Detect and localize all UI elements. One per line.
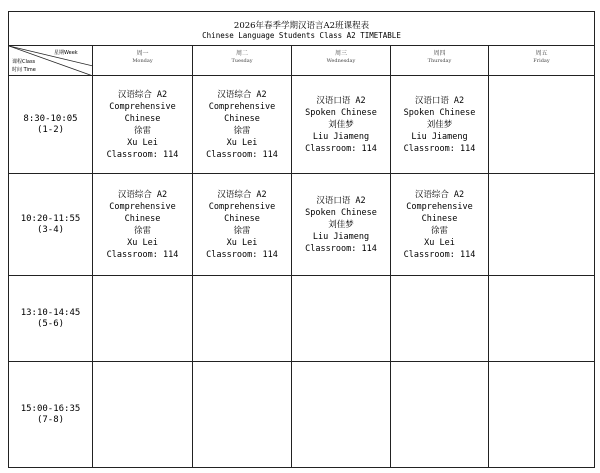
course-cell-friday — [489, 76, 594, 174]
day-name-english: Friday — [533, 58, 550, 64]
course-cell-wednesday — [292, 362, 391, 468]
day-header-tuesday — [193, 46, 292, 76]
period-time: 8:30-10:05 — [23, 113, 78, 124]
course-cell-thursday — [391, 76, 489, 174]
period-slot: (1-2) — [36, 124, 65, 135]
course-cell-tuesday — [193, 362, 292, 468]
course-line: Spoken Chinese — [403, 107, 476, 118]
course-line: 徐雷 — [233, 125, 251, 136]
period-time-cell — [9, 76, 93, 174]
course-line: 汉语综合 A2 — [117, 189, 168, 200]
course-line: Xu Lei — [424, 237, 455, 248]
period-time-cell — [9, 174, 93, 276]
period-time-cell — [9, 276, 93, 362]
course-cell-friday — [489, 174, 594, 276]
period-time: 13:10-14:45 — [20, 307, 81, 318]
course-line: 汉语综合 A2 — [414, 189, 465, 200]
course-line: 刘佳梦 — [328, 119, 354, 130]
course-line: Classroom: 114 — [403, 249, 476, 260]
course-line: Comprehensive — [208, 201, 276, 212]
course-line: Comprehensive — [208, 101, 276, 112]
course-line: 汉语口语 A2 — [414, 95, 465, 106]
course-cell-thursday — [391, 174, 489, 276]
course-line: 汉语综合 A2 — [117, 89, 168, 100]
course-line: Liu Jiameng — [312, 231, 370, 242]
course-line: Chinese — [124, 213, 161, 224]
course-line: Classroom: 114 — [305, 243, 377, 254]
period-time-cell — [9, 362, 93, 468]
period-time: 10:20-11:55 — [20, 213, 81, 224]
day-name-chinese: 周一 — [136, 50, 149, 57]
course-cell-friday — [489, 362, 594, 468]
course-cell-monday — [93, 76, 193, 174]
course-line: 徐雷 — [233, 225, 251, 236]
title-chinese: 2026年春季学期汉语言A2班课程表 — [233, 21, 370, 31]
day-header-friday — [489, 46, 594, 76]
course-line: Liu Jiameng — [312, 131, 370, 142]
day-header-thursday — [391, 46, 489, 76]
course-line: Chinese — [421, 213, 458, 224]
course-cell-wednesday — [292, 174, 391, 276]
course-line: Classroom: 114 — [305, 143, 377, 154]
course-line: Comprehensive — [109, 101, 176, 112]
course-line: 汉语综合 A2 — [217, 189, 267, 200]
course-cell-tuesday — [193, 174, 292, 276]
timetable-grid — [9, 46, 594, 467]
period-time: 15:00-16:35 — [20, 404, 81, 414]
period-slot: (5-6) — [36, 318, 65, 329]
course-cell-wednesday — [292, 276, 391, 362]
course-line: 刘佳梦 — [426, 119, 453, 130]
course-cell-thursday — [391, 276, 489, 362]
course-line: Xu Lei — [127, 137, 158, 148]
day-name-chinese: 周四 — [433, 50, 446, 57]
course-line: Classroom: 114 — [403, 143, 476, 154]
course-cell-monday — [93, 174, 193, 276]
course-line: Xu Lei — [226, 237, 258, 248]
course-cell-monday — [93, 276, 193, 362]
course-line: Classroom: 114 — [206, 249, 278, 260]
course-line: Comprehensive — [109, 201, 176, 212]
corner-class-label: 课程Class — [12, 59, 36, 65]
course-line: Comprehensive — [406, 201, 473, 212]
day-name-english: Wednesday — [326, 58, 356, 64]
day-name-chinese: 周五 — [535, 50, 548, 57]
header-corner-cell — [9, 46, 93, 76]
course-line: Xu Lei — [226, 137, 258, 148]
course-line: 徐雷 — [133, 125, 151, 136]
corner-time-label: 时间 Time — [12, 67, 36, 73]
course-line: 刘佳梦 — [328, 219, 354, 230]
course-cell-thursday — [391, 362, 489, 468]
day-name-chinese: 周二 — [235, 50, 248, 57]
course-line: Chinese — [124, 113, 161, 124]
period-slot: (7-8) — [36, 415, 65, 425]
course-cell-monday — [93, 362, 193, 468]
day-header-wednesday — [292, 46, 391, 76]
title-english: Chinese Language Students Class A2 TIMETABLE — [202, 31, 401, 40]
day-name-english: Tuesday — [231, 58, 253, 64]
course-line: Chinese — [224, 113, 260, 124]
course-line: Liu Jiameng — [411, 131, 468, 142]
course-line: Classroom: 114 — [106, 149, 179, 160]
period-slot: (3-4) — [36, 224, 65, 235]
day-header-monday — [93, 46, 193, 76]
timetable-title — [9, 12, 594, 46]
course-line: Spoken Chinese — [305, 107, 377, 118]
course-cell-wednesday — [292, 76, 391, 174]
course-line: Spoken Chinese — [305, 207, 377, 218]
course-cell-tuesday — [193, 276, 292, 362]
course-line: Classroom: 114 — [106, 249, 179, 260]
timetable — [8, 11, 595, 468]
course-line: Classroom: 114 — [206, 149, 278, 160]
course-cell-tuesday — [193, 76, 292, 174]
day-name-english: Monday — [132, 58, 153, 64]
course-line: 徐雷 — [430, 225, 448, 236]
day-name-chinese: 周三 — [334, 50, 347, 57]
day-name-english: Thursday — [427, 58, 452, 64]
course-cell-friday — [489, 276, 594, 362]
course-line: 汉语综合 A2 — [217, 89, 267, 100]
course-line: 汉语口语 A2 — [316, 195, 366, 206]
course-line: 汉语口语 A2 — [316, 95, 366, 106]
course-line: Chinese — [224, 213, 260, 224]
corner-week-label: 星期Week — [54, 50, 78, 56]
course-line: 徐雷 — [133, 225, 151, 236]
course-line: Xu Lei — [127, 237, 158, 248]
